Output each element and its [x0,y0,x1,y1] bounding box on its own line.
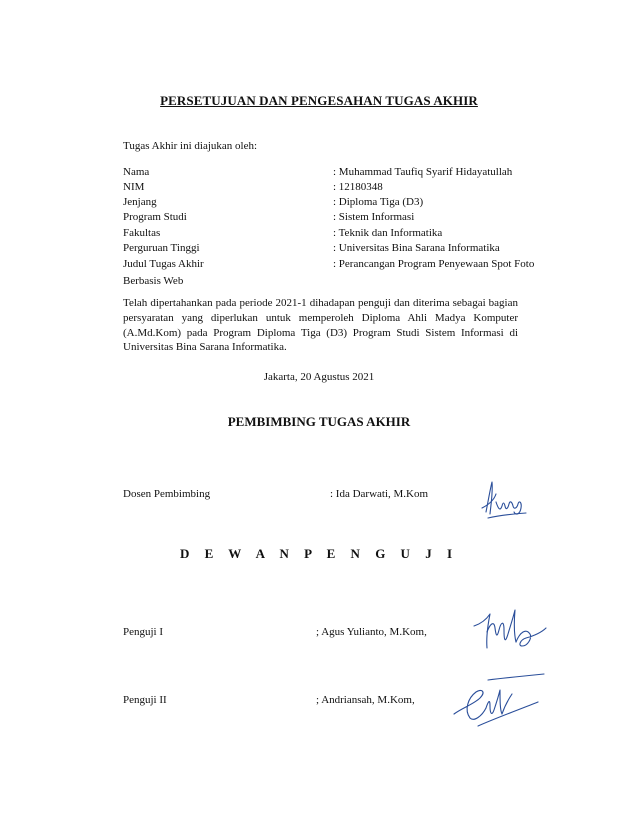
field-label: NIM [123,181,145,193]
field-value: : Sistem Informasi [333,211,415,223]
field-value: : Universitas Bina Sarana Informatika [333,242,500,254]
judul-continuation: Berbasis Web [123,275,184,287]
intro-text: Tugas Akhir ini diajukan oleh: [123,140,258,152]
dewan-penguji-heading: D E W A N P E N G U J I [179,546,459,561]
penguji-label: Penguji I [123,626,164,638]
dosen-label: Dosen Pembimbing [123,488,211,500]
penguji-label: Penguji II [123,694,167,706]
field-value: : Teknik dan Informatika [333,227,443,239]
date-line: Jakarta, 20 Agustus 2021 [263,371,375,383]
field-label: Nama [123,166,150,178]
field-value: : Diploma Tiga (D3) [333,196,424,208]
field-value: : 12180348 [333,181,383,193]
signature-dosen-image [478,478,538,520]
field-value: : Muhammad Taufiq Syarif Hidayatullah [333,166,513,178]
page-title: PERSETUJUAN DAN PENGESAHAN TUGAS AKHIR [160,93,478,108]
field-label: Program Studi [123,211,187,223]
field-value: : Perancangan Program Penyewaan Spot Foto [333,258,535,270]
field-label: Fakultas [123,227,161,239]
field-label: Judul Tugas Akhir [123,258,204,270]
field-label: Perguruan Tinggi [123,242,200,254]
dosen-name: : Ida Darwati, M.Kom [330,488,429,500]
penguji-name: ; Andriansah, M.Kom, [316,694,415,706]
signature-penguji-1-image [470,602,550,657]
signature-penguji-2-image [448,668,548,728]
field-label: Jenjang [123,196,157,208]
approval-paragraph: Telah dipertahankan pada periode 2021-1 dihadapan penguji dan diterima sebagai bagian persyaratan yang diperlukan untuk memperoleh Diploma Ahli Madya Komputer (A.Md.Kom) pada Program Diploma Tiga (D3) Program Studi Sistem Informasi di Universitas Bina Sarana Informatika. [123,297,518,354]
pembimbing-heading: PEMBIMBING TUGAS AKHIR [227,414,411,429]
penguji-name: ; Agus Yulianto, M.Kom, [316,626,427,638]
